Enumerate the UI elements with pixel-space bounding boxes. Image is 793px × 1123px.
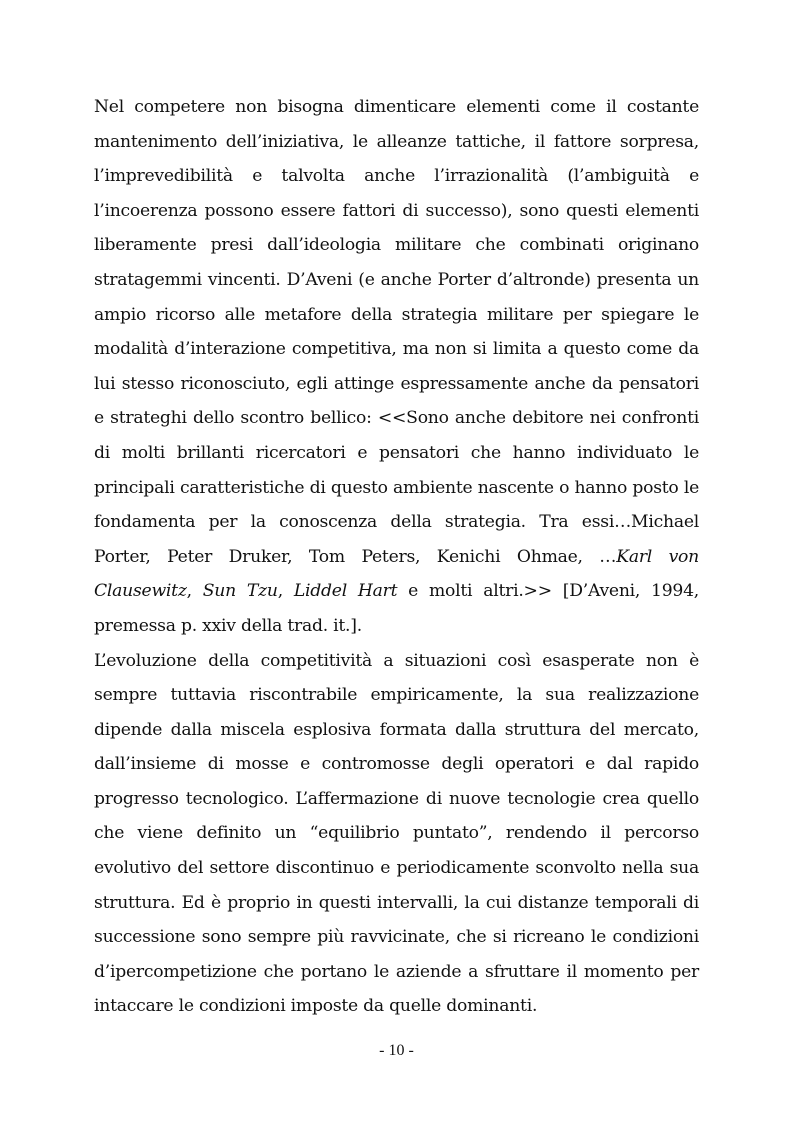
paragraph-1-text-1: Nel competere non bisogna dimenticare elementi come il costante mantenimento dell’iniziativa, le alleanze tattiche, il fattore sorpresa, l’imprevedibilità e talvolta anche l’irrazionalità (l’ambiguità e l’incoerenza possono essere fattori di successo), sono questi elementi liberamente presi dall’ideologia militare che combinati originano stratagemmi vincenti. D’Aveni (e anche Porter d’altronde) presenta un ampio ricorso alle metafore della strategia militare per spiegare le modalità d’interazione competitiva, ma non si limita a questo come da lui stesso riconosciuto, egli attinge espressamente anche da pensatori e strateghi dello scontro bellico: <<Sono anche debitore nei confronti di molti brillanti ricercatori e pensatori che hanno individuato le principali caratteristiche di questo ambiente nascente o hanno posto le fondamenta per la conoscenza della strategia. Tra essi…Michael Porter, Peter Druker, Tom Peters, Kenichi Ohmae, …: [94, 97, 699, 567]
paragraph-2-text: L’evoluzione della competitività a situazioni così esasperate non è sempre tuttavia riscontrabile empiricamente, la sua realizzazione dipende dalla miscela esplosiva formata dalla struttura del mercato, dall’insieme di mosse e contromosse degli operatori e dal rapido progresso tecnologico. L’affermazione di nuove tecnologie crea quello che viene definito un “equilibrio puntato”, rendendo il percorso evolutivo del settore discontinuo e periodicamente sconvolto nella sua struttura. Ed è proprio in questi intervalli, la cui distanze temporali di successione sono sempre più ravvicinate, che si ricreano le condizioni d’ipercompetizione che portano le aziende a sfruttare il momento per intaccare le condizioni imposte da quelle dominanti.: [94, 650, 699, 1017]
citation-liddel-hart: Liddel Hart: [293, 581, 398, 602]
paragraph-1-text-3: ,: [277, 581, 294, 602]
page-body: [94, 90, 699, 1024]
paragraph-2: [94, 644, 699, 1025]
paragraph-1-text-4: e molti altri.>> [D’Aveni, 1994, premessa p. xxiv della trad. it.].: [94, 581, 699, 636]
page-number: - 10 -: [379, 1042, 414, 1059]
citation-sun-tzu: Sun Tzu: [202, 581, 278, 602]
paragraph-1: [94, 90, 699, 644]
paragraph-1-text-2: ,: [186, 581, 203, 602]
citation-clausewitz: Karl von Clausewitz: [94, 546, 699, 602]
